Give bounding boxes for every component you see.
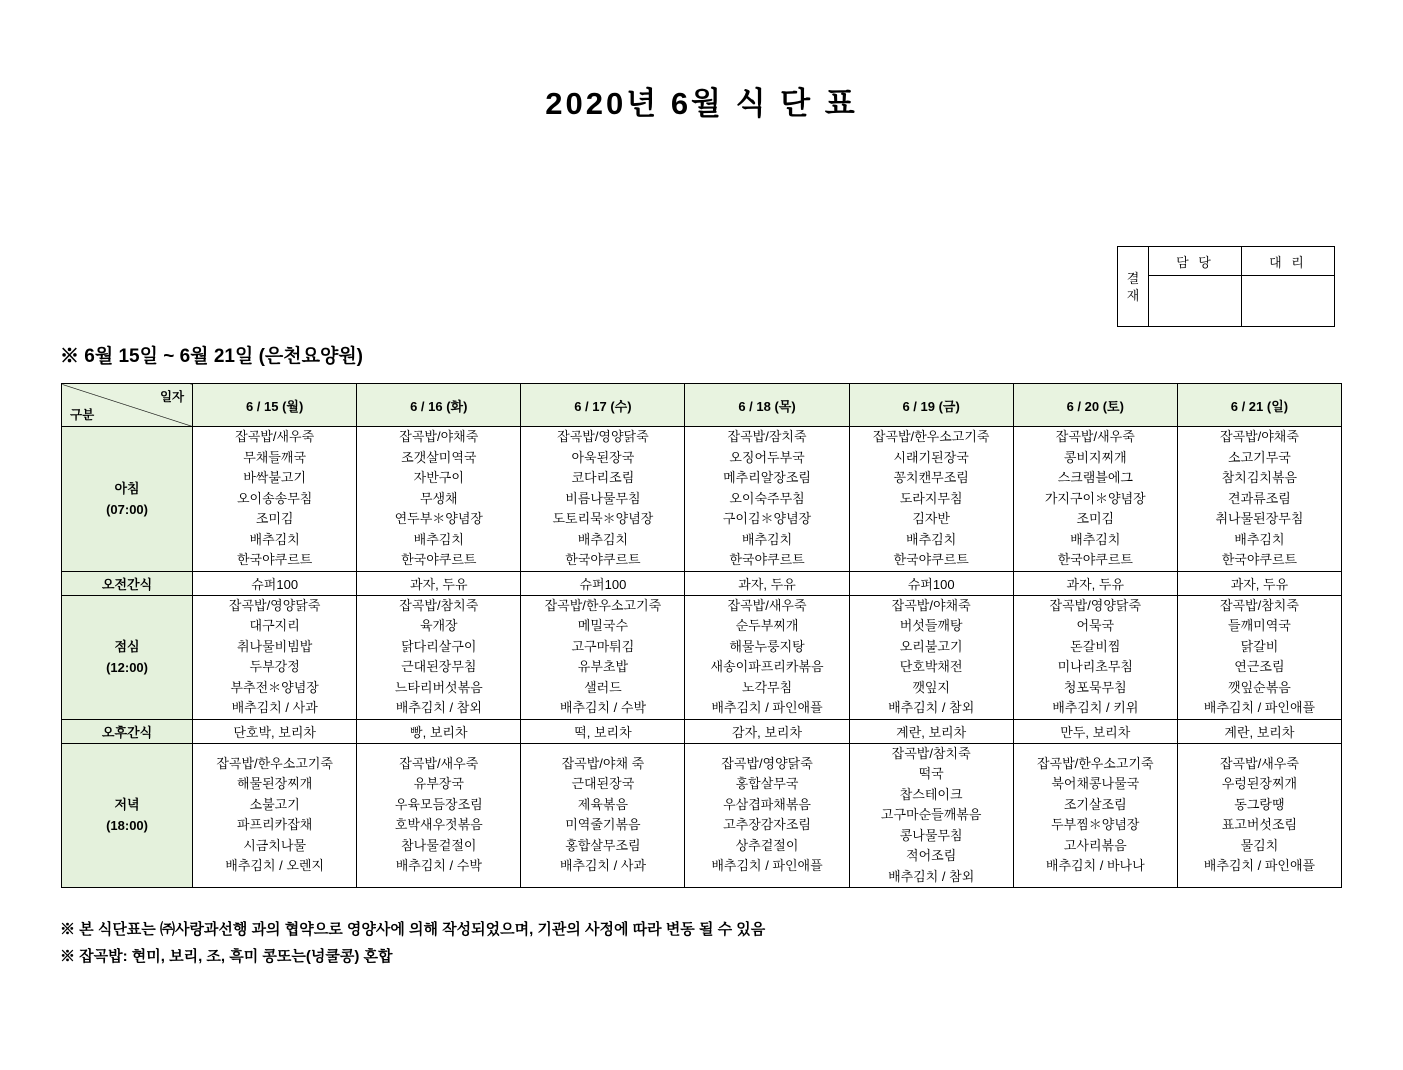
day-header-0: 6 / 15 (월) <box>193 384 357 427</box>
meal-cell-lunch-1: 잡곡밥/참치죽 육개장 닭다리살구이 근대된장무침 느타리버섯볶음 배추김치 / 참외 <box>357 595 521 719</box>
approval-stamp-box <box>1117 246 1335 327</box>
day-header-5: 6 / 20 (토) <box>1013 384 1177 427</box>
approval-signature-cell-2[interactable] <box>1242 276 1335 327</box>
meal-cell-dinner-2: 잡곡밥/야채 죽 근대된장국 제육볶음 미역줄기볶음 홍합살무조림 배추김치 / 사과 <box>521 743 685 888</box>
row-label-dinner <box>62 743 193 888</box>
meal-cell-lunch-4: 잡곡밥/야채죽 버섯들깨탕 오리불고기 단호박채전 깻잎지 배추김치 / 참외 <box>849 595 1013 719</box>
menu-table-body <box>62 427 1342 888</box>
snack-cell-afternoon-0: 단호박, 보리차 <box>193 719 357 743</box>
day-header-3: 6 / 18 (목) <box>685 384 849 427</box>
meal-cell-lunch-0: 잡곡밥/영양닭죽 대구지리 취나물비빔밥 두부강정 부추전＊양념장 배추김치 / 사과 <box>193 595 357 719</box>
row-label-lunch-time: (12:00) <box>106 660 148 675</box>
table-row-morning-snack <box>62 571 1342 595</box>
snack-cell-afternoon-5: 만두, 보리차 <box>1013 719 1177 743</box>
row-label-lunch <box>62 595 193 719</box>
row-label-breakfast <box>62 427 193 572</box>
table-row-breakfast <box>62 427 1342 572</box>
meal-cell-breakfast-3: 잡곡밥/잠치죽 오징어두부국 메추리알장조림 오이숙주무침 구이김＊양념장 배추김치 한국야쿠르트 <box>685 427 849 572</box>
footnote-2: ※ 잡곡밥: 현미, 보리, 조, 흑미 콩또는(넝쿨콩) 혼합 <box>60 948 393 965</box>
snack-cell-afternoon-3: 감자, 보리차 <box>685 719 849 743</box>
snack-cell-afternoon-1: 빵, 보리차 <box>357 719 521 743</box>
snack-cell-afternoon-6: 계란, 보리차 <box>1177 719 1341 743</box>
table-row-afternoon-snack <box>62 719 1342 743</box>
meal-cell-lunch-5: 잡곡밥/영양닭죽 어묵국 돈갈비찜 미나리초무침 청포묵무침 배추김치 / 키위 <box>1013 595 1177 719</box>
meal-cell-dinner-3: 잡곡밥/영양닭죽 홍합살무국 우삼겹파채볶음 고추장감자조림 상추겉절이 배추김치 / 파인애플 <box>685 743 849 888</box>
snack-cell-morning-3: 과자, 두유 <box>685 571 849 595</box>
row-label-breakfast-name: 아침 <box>114 480 140 496</box>
meal-cell-dinner-1: 잡곡밥/새우죽 유부장국 우육모듬장조림 호박새우젓볶음 참나물겉절이 배추김치 / 수박 <box>357 743 521 888</box>
day-header-1: 6 / 16 (화) <box>357 384 521 427</box>
snack-cell-morning-1: 과자, 두유 <box>357 571 521 595</box>
meal-cell-lunch-2: 잡곡밥/한우소고기죽 메밀국수 고구마튀김 유부초밥 샐러드 배추김치 / 수박 <box>521 595 685 719</box>
approval-signature-cell-1[interactable] <box>1149 276 1242 327</box>
approval-column-header-1: 담 당 <box>1149 247 1242 276</box>
row-label-breakfast-time: (07:00) <box>106 501 148 517</box>
approval-side-label: 결 재 <box>1118 247 1149 327</box>
weekly-menu-table <box>61 383 1342 888</box>
meal-cell-breakfast-5: 잡곡밥/새우죽 콩비지찌개 스크램블에그 가지구이＊양념장 조미김 배추김치 한국야쿠르트 <box>1013 427 1177 572</box>
snack-cell-morning-0: 슈퍼100 <box>193 571 357 595</box>
row-label-afternoon-snack: 오후간식 <box>62 719 193 743</box>
corner-label-category: 구분 <box>70 408 95 422</box>
meal-cell-breakfast-1: 잡곡밥/야채죽 조갯살미역국 자반구이 무생채 연두부＊양념장 배추김치 한국야쿠르트 <box>357 427 521 572</box>
day-header-2: 6 / 17 (수) <box>521 384 685 427</box>
row-label-dinner-name: 저녁 <box>114 797 140 813</box>
meal-cell-dinner-0: 잡곡밥/한우소고기죽 해물된장찌개 소불고기 파프리카잡채 시금치나물 배추김치 / 오렌지 <box>193 743 357 888</box>
table-header-row <box>62 384 1342 427</box>
day-header-6: 6 / 21 (일) <box>1177 384 1341 427</box>
snack-cell-morning-6: 과자, 두유 <box>1177 571 1341 595</box>
snack-cell-morning-4: 슈퍼100 <box>849 571 1013 595</box>
meal-cell-dinner-6: 잡곡밥/새우죽 우렁된장찌개 동그랑땡 표고버섯조림 물김치 배추김치 / 파인애플 <box>1177 743 1341 888</box>
day-header-4: 6 / 19 (금) <box>849 384 1013 427</box>
snack-cell-morning-5: 과자, 두유 <box>1013 571 1177 595</box>
snack-cell-morning-2: 슈퍼100 <box>521 571 685 595</box>
row-label-lunch-name: 점심 <box>114 639 140 654</box>
table-row-lunch <box>62 595 1342 719</box>
meal-cell-dinner-4: 잡곡밥/참치죽 떡국 찹스테이크 고구마순들깨볶음 콩나물무침 적어조림 배추김치 / 참외 <box>849 743 1013 888</box>
date-range-subtitle: ※ 6월 15일 ~ 6월 21일 (은천요양원) <box>60 346 364 367</box>
menu-document-page <box>0 78 1403 1070</box>
meal-cell-dinner-5: 잡곡밥/한우소고기죽 북어채콩나물국 조기살조림 두부찜＊양념장 고사리볶음 배추김치 / 바나나 <box>1013 743 1177 888</box>
footnote-1: ※ 본 식단표는 ㈜사랑과선행 과의 협약으로 영양사에 의해 작성되었으며, 기관의 사정에 따라 변동 될 수 있음 <box>60 921 766 938</box>
meal-cell-lunch-3: 잡곡밥/새우죽 순두부찌개 해물누룽지탕 새송이파프리카볶음 노각무침 배추김치 / 파인애플 <box>685 595 849 719</box>
row-label-dinner-time: (18:00) <box>106 818 148 834</box>
table-row-dinner <box>62 743 1342 888</box>
meal-cell-breakfast-4: 잡곡밥/한우소고기죽 시래기된장국 꽁치캔무조림 도라지무침 김자반 배추김치 한국야쿠르트 <box>849 427 1013 572</box>
snack-cell-afternoon-2: 떡, 보리차 <box>521 719 685 743</box>
snack-cell-afternoon-4: 계란, 보리차 <box>849 719 1013 743</box>
corner-label-date: 일자 <box>159 390 185 404</box>
meal-cell-breakfast-6: 잡곡밥/야채죽 소고기무국 참치김치볶음 견과류조림 취나물된장무침 배추김치 한국야쿠르트 <box>1177 427 1341 572</box>
menu-table-wrapper <box>61 383 1342 888</box>
corner-header-cell <box>62 384 193 427</box>
row-label-morning-snack: 오전간식 <box>62 571 193 595</box>
meal-cell-breakfast-2: 잡곡밥/영양닭죽 아욱된장국 코다리조림 비름나물무침 도토리묵＊양념장 배추김치 한국야쿠르트 <box>521 427 685 572</box>
page-title: 2020년 6월 식 단 표 <box>545 86 858 121</box>
meal-cell-breakfast-0: 잡곡밥/새우죽 무채들깨국 바싹불고기 오이송송무침 조미김 배추김치 한국야쿠르트 <box>193 427 357 572</box>
approval-column-header-2: 대 리 <box>1242 247 1335 276</box>
meal-cell-lunch-6: 잡곡밥/참치죽 들깨미역국 닭갈비 연근조림 깻잎순볶음 배추김치 / 파인애플 <box>1177 595 1341 719</box>
footnotes <box>60 916 765 970</box>
